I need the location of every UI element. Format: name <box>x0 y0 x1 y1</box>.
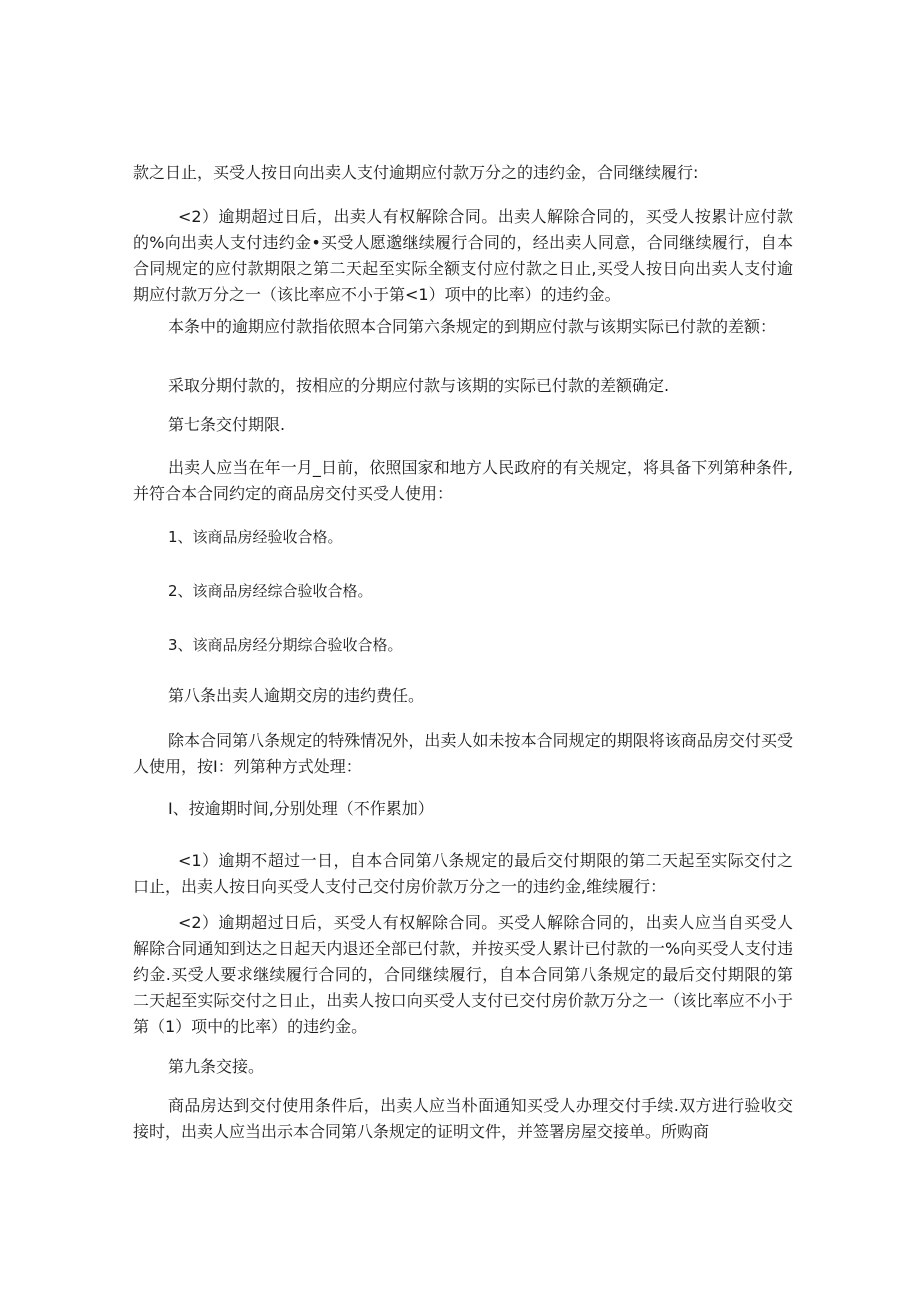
paragraph-2: <2）逾期超过日后，出卖人有权解除合同。出卖人解除合同的，买受人按累计应付款的%向出卖人支付违约金•买受人愿邈继续履行合同的，经出卖人同意，合同继续履行，自本合同规定的应付款期限之第二天起至实际全额支付应付款之日止,买受人按日向出卖人支付逾期应付款万分之一（该比率应不小于第<1）项中的比率）的违约金。 <box>133 207 793 304</box>
section-heading-7: 第七条交付期限. <box>168 415 286 434</box>
section-heading-9: 第九条交接。 <box>168 1057 265 1076</box>
paragraph-6: 出卖人应当在年一月_日前，依照国家和地方人民政府的有关规定，将具备下列第种条件,并符合本合同约定的商品房交付买受人使用： <box>133 458 793 503</box>
list-item-1: 1、该商品房经验收合格。 <box>168 528 343 546</box>
paragraph-3: 本条中的逾期应付款指依照本合同第六条规定的到期应付款与该期实际已付款的差额： <box>168 317 777 336</box>
section-heading-8: 第八条出卖人逾期交房的违约费任。 <box>168 686 425 705</box>
paragraph-16: 商品房达到交付使用条件后，出卖人应当朴面通知买受人办理交付手续.双方进行验收交接时，出卖人应当出示本合同第八条规定的证明文件，并签署房屋交接单。所购商 <box>133 1096 793 1141</box>
paragraph-14: <2）逾期超过日后，买受人有权解除合同。买受人解除合同的，出卖人应当自买受人解除合同通知到达之日起天内退还全部已付款，并按买受人累计已付款的一%向买受人支付违约金.买受人要求继续履行合同的，合同继续履行，自本合同第八条规定的最后交付期限的第二天起至实际交付之日止，出卖人按口向买受人支付已交付房价款万分之一（该比率应不小于第（1）项中的比率）的违约金。 <box>133 913 793 1036</box>
list-item-3: 3、该商品房经分期综合验收合格。 <box>168 636 403 654</box>
paragraph-1: 款之日止，买受人按日向出卖人支付逾期应付款万分之的违约金，合同继续履行: <box>133 163 699 182</box>
paragraph-4: 采取分期付款的，按相应的分期应付款与该期的实际已付款的差额确定. <box>168 376 670 395</box>
paragraph-11: 除本合同第八条规定的特殊情况外，出卖人如未按本合同规定的期限将该商品房交付买受人使用，按I：列第种方式处理： <box>133 731 793 776</box>
paragraph-12: I、按逾期时间,分别处理（不作累加） <box>168 799 434 818</box>
paragraph-13: <1）逾期不超过一日，自本合同第八条规定的最后交付期限的第二天起至实际交付之口止，出卖人按日向买受人支付己交付房价款万分之一的违约金,维续履行： <box>133 851 793 896</box>
list-item-2: 2、该商品房经综合验收合格。 <box>168 582 373 600</box>
